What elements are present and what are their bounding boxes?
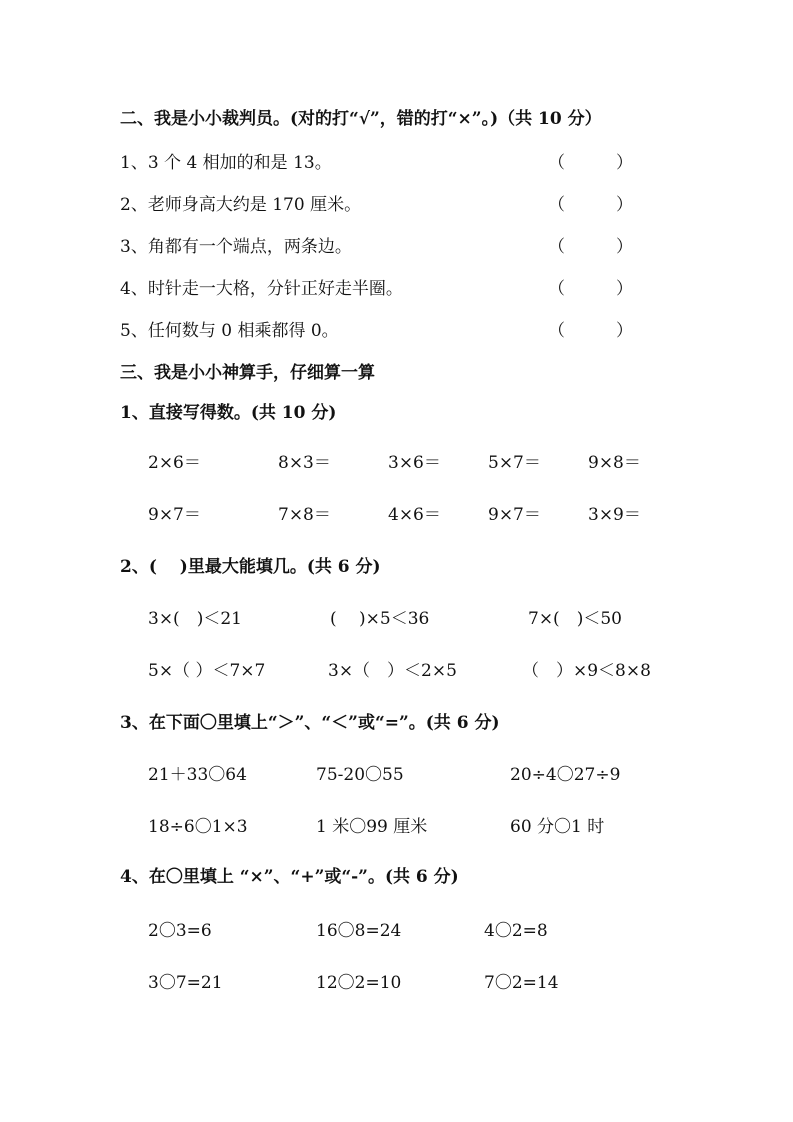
answer-paren-4[interactable]: （ ） — [548, 279, 633, 299]
q1-r1-c1: 2×6＝ — [148, 453, 201, 473]
q1-r1-c4: 5×7＝ — [488, 453, 541, 473]
q4-r2-c1: 3〇7=21 — [148, 973, 223, 993]
answer-paren-2[interactable]: （ ） — [548, 195, 633, 215]
q4-title: 4、在〇里填上 “×”、“+”或“-”。(共 6 分) — [120, 867, 459, 887]
q2-r1-c3: 7×( )＜50 — [528, 609, 622, 629]
q3-r2-c1: 18÷6〇1×3 — [148, 817, 248, 837]
q2-r2-c2: 3×（ ）＜2×5 — [328, 661, 457, 681]
judge-item-4: 4、时针走一大格，分针正好走半圈。 — [120, 279, 403, 299]
q3-r2-c3: 60 分〇1 时 — [510, 817, 605, 837]
q1-r2-c4: 9×7＝ — [488, 505, 541, 525]
answer-paren-1[interactable]: （ ） — [548, 153, 633, 173]
q2-r2-c3: （ ）×9＜8×8 — [522, 661, 651, 681]
q1-r1-c5: 9×8＝ — [588, 453, 641, 473]
q4-r1-c2: 16〇8=24 — [316, 921, 402, 941]
judge-item-3: 3、角都有一个端点，两条边。 — [120, 237, 352, 257]
q2-r1-c1: 3×( )＜21 — [148, 609, 242, 629]
q1-r1-c3: 3×6＝ — [388, 453, 441, 473]
q4-r1-c3: 4〇2=8 — [484, 921, 548, 941]
q2-r2-c1: 5×（ ）＜7×7 — [148, 661, 266, 681]
q3-r1-c3: 20÷4〇27÷9 — [510, 765, 621, 785]
judge-item-1: 1、3 个 4 相加的和是 13。 — [120, 153, 332, 173]
q1-r2-c5: 3×9＝ — [588, 505, 641, 525]
section-3-title: 三、我是小小神算手，仔细算一算 — [120, 363, 375, 383]
q4-r1-c1: 2〇3=6 — [148, 921, 212, 941]
judge-item-2: 2、老师身高大约是 170 厘米。 — [120, 195, 362, 215]
answer-paren-5[interactable]: （ ） — [548, 321, 633, 341]
q4-r2-c3: 7〇2=14 — [484, 973, 559, 993]
judge-item-5: 5、任何数与 0 相乘都得 0。 — [120, 321, 339, 341]
q1-r2-c2: 7×8＝ — [278, 505, 331, 525]
q2-r1-c2: ( )×5＜36 — [330, 609, 430, 629]
q1-r1-c2: 8×3＝ — [278, 453, 331, 473]
answer-paren-3[interactable]: （ ） — [548, 237, 633, 257]
q1-r2-c1: 9×7＝ — [148, 505, 201, 525]
q3-r1-c1: 21＋33〇64 — [148, 765, 247, 785]
q1-r2-c3: 4×6＝ — [388, 505, 441, 525]
q4-r2-c2: 12〇2=10 — [316, 973, 402, 993]
q3-title: 3、在下面〇里填上“＞”、“＜”或“=”。(共 6 分) — [120, 713, 500, 733]
q3-r2-c2: 1 米〇99 厘米 — [316, 817, 428, 837]
section-2-title: 二、我是小小裁判员。(对的打“√”，错的打“×”。)（共 10 分） — [120, 109, 602, 129]
q3-r1-c2: 75-20〇55 — [316, 765, 404, 785]
q2-title: 2、( )里最大能填几。(共 6 分) — [120, 557, 381, 577]
q1-title: 1、直接写得数。(共 10 分) — [120, 403, 337, 423]
